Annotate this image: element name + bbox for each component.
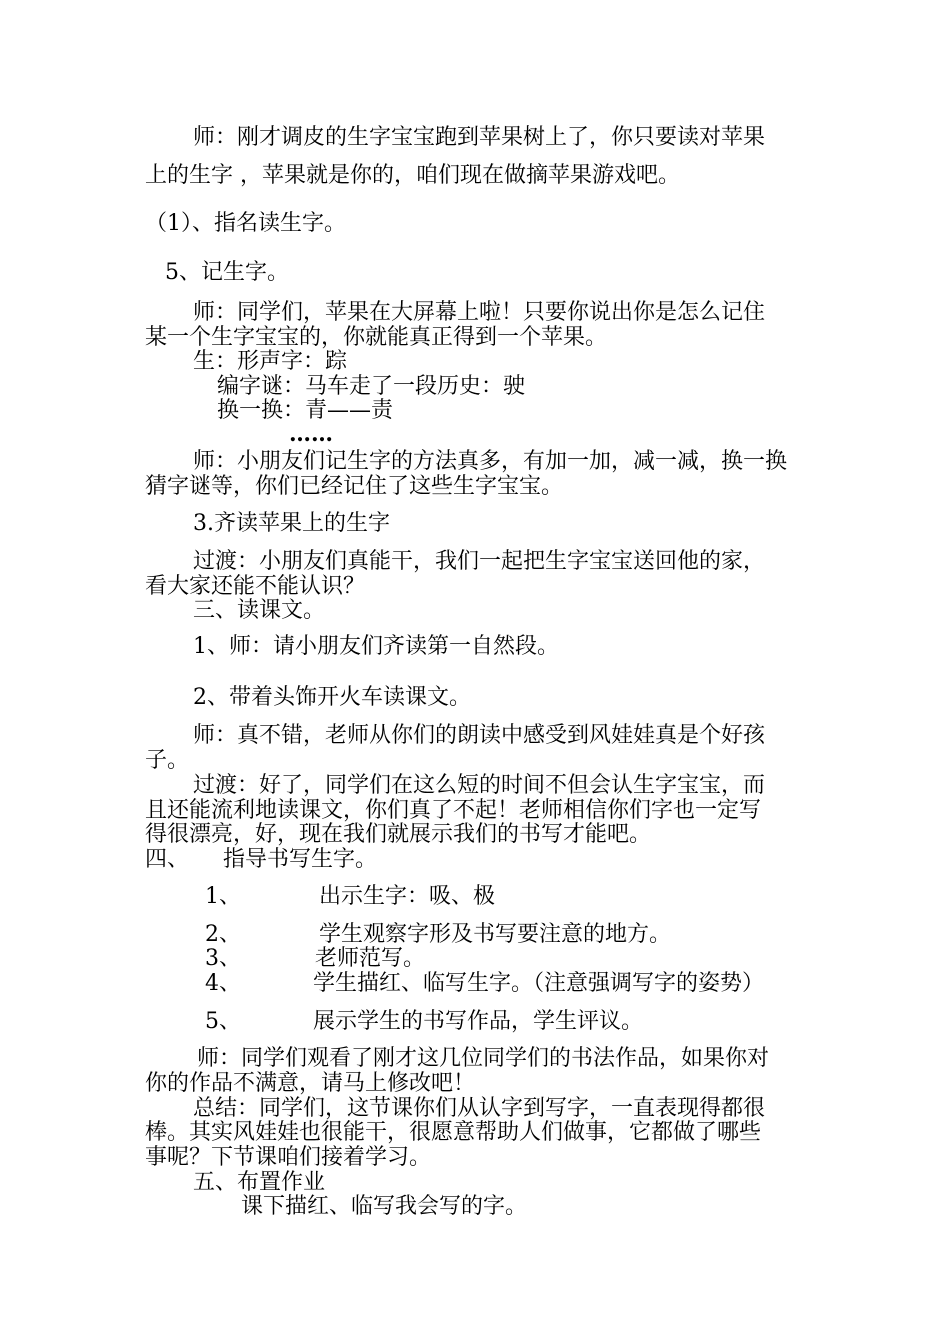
list-number: 5、 (205, 1009, 241, 1034)
paragraph-line: 课下描红、临写我会写的字。 (241, 1194, 528, 1219)
section-heading: 五、布置作业 (193, 1170, 326, 1195)
section-heading: 3.齐读苹果上的生字 (193, 511, 390, 536)
paragraph-line: 编字谜：马车走了一段历史：驶 (217, 374, 526, 399)
section-heading: 5、记生字。 (165, 260, 289, 285)
paragraph-line: 过渡：好了，同学们在这么短的时间不但会认生字宝宝，而 (193, 773, 766, 798)
paragraph-line: 师：小朋友们记生字的方法真多，有加一加，减一减，换一换 (193, 449, 788, 474)
paragraph-line: 过渡：小朋友们真能干，我们一起把生字宝宝送回他的家， (193, 549, 766, 574)
list-item: 1、师：请小朋友们齐读第一自然段。 (193, 634, 559, 659)
list-number: 3、 (205, 946, 241, 971)
list-item: 老师范写。 (315, 946, 426, 971)
section-number: 四、 (145, 847, 190, 872)
paragraph-line: 猜字谜等，你们已经记住了这些生字宝宝。 (145, 474, 564, 499)
paragraph-line: 上的生字 ，苹果就是你的，咱们现在做摘苹果游戏吧。 (145, 163, 680, 188)
paragraph-line: 得很漂亮，好，现在我们就展示我们的书写才能吧。 (145, 822, 652, 847)
paragraph-line: 师：同学们观看了刚才这几位同学们的书法作品，如果你对 (197, 1046, 770, 1071)
list-item: 展示学生的书写作品，学生评议。 (313, 1009, 644, 1034)
paragraph-line: 生：形声字：踪 (193, 349, 348, 374)
paragraph-line: 师：真不错，老师从你们的朗读中感受到风娃娃真是个好孩 (193, 723, 766, 748)
paragraph-line: 师：同学们，苹果在大屏幕上啦！只要你说出你是怎么记住 (193, 300, 766, 325)
list-number: 2、 (205, 922, 241, 947)
paragraph-line: 且还能流利地读课文，你们真了不起！老师相信你们字也一定写 (145, 798, 762, 823)
paragraph-line: 师：刚才调皮的生字宝宝跑到苹果树上了，你只要读对苹果 (193, 125, 766, 150)
paragraph-line: 换一换：青——责 (217, 398, 394, 423)
list-number: 4、 (205, 971, 241, 996)
list-item: 学生描红、临写生字。（注意强调写字的姿势） (313, 971, 765, 996)
paragraph-line: 总结：同学们，这节课你们从认字到写字，一直表现得都很 (193, 1096, 766, 1121)
list-number: 1、 (205, 884, 241, 909)
paragraph-line: 某一个生字宝宝的，你就能真正得到一个苹果。 (145, 325, 608, 350)
ellipsis: …… (289, 421, 333, 447)
paragraph-line: 子。 (145, 748, 190, 773)
list-item: 2、带着头饰开火车读课文。 (193, 685, 471, 710)
list-item: （1）、指名读生字。 (145, 211, 346, 236)
paragraph-line: 棒。其实风娃娃也很能干，很愿意帮助人们做事，它都做了哪些 (145, 1120, 762, 1145)
paragraph-line: 你的作品不满意，请马上修改吧！ (145, 1071, 476, 1096)
paragraph-line: 看大家还能不能认识？ (145, 574, 366, 599)
list-item: 学生观察字形及书写要注意的地方。 (319, 922, 672, 947)
paragraph-line: 事呢？下节课咱们接着学习。 (145, 1145, 432, 1170)
section-heading: 三、读课文。 (193, 598, 326, 623)
section-heading: 指导书写生字。 (223, 847, 378, 872)
list-item: 出示生字：吸、极 (319, 884, 496, 909)
